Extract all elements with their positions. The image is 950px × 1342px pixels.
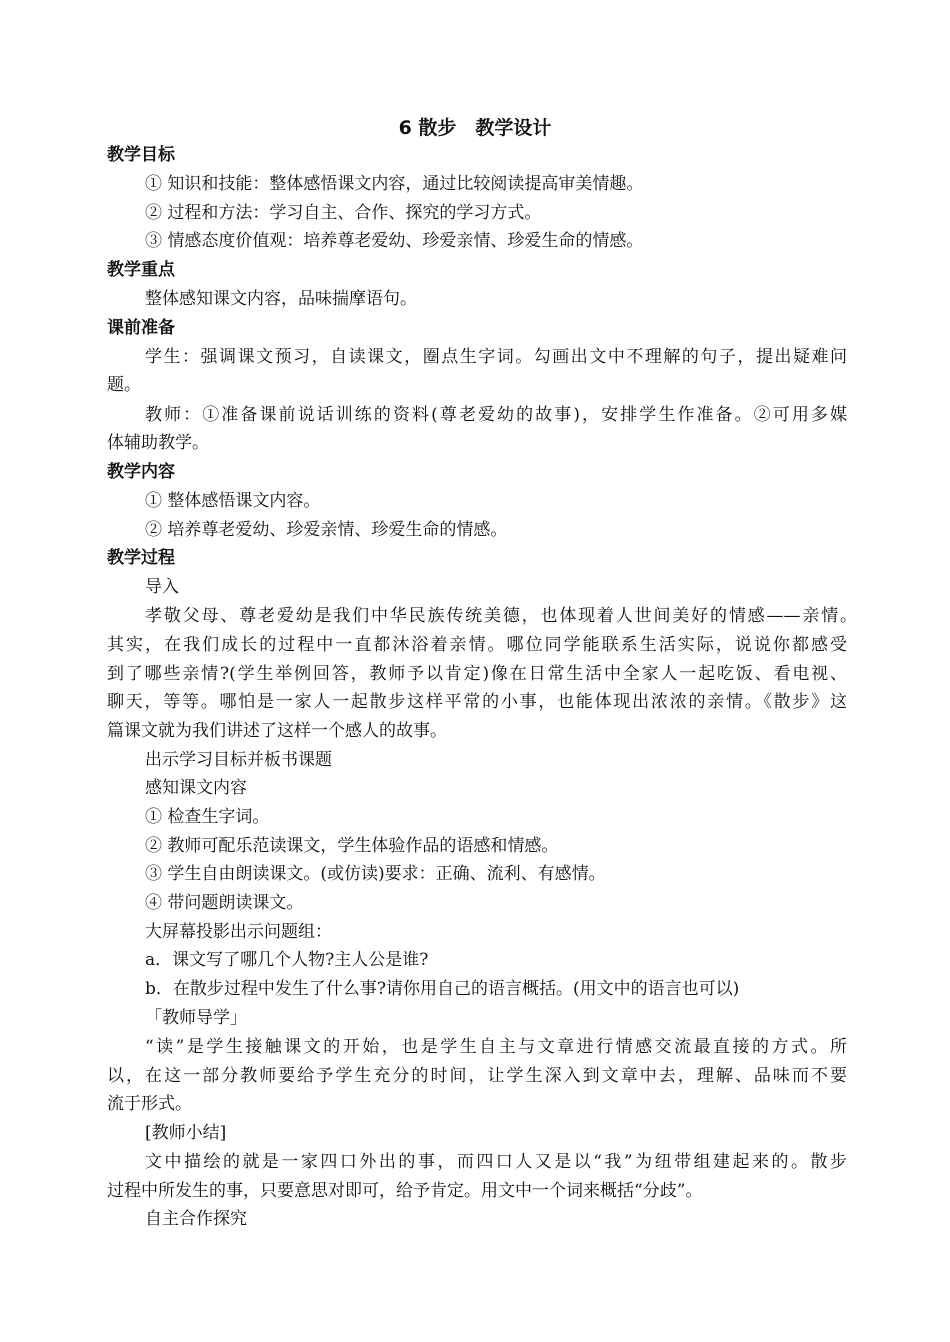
- perceive-item: ② 教师可配乐范读课文，学生体验作品的语感和情感。: [145, 836, 559, 856]
- heading-objectives: 教学目标: [107, 145, 175, 165]
- heading-content: 教学内容: [107, 462, 175, 482]
- guide-paragraph-line: 流于形式。: [107, 1094, 192, 1114]
- document-title: 6 散步 教学设计: [398, 117, 552, 139]
- heading-process: 教学过程: [107, 548, 175, 568]
- objective-item: ③ 情感态度价值观：培养尊老爱幼、珍爱亲情、珍爱生命的情感。: [145, 231, 644, 251]
- question-item: b．在散步过程中发生了什么事?请你用自己的语言概括。(用文中的语言也可以): [145, 979, 740, 999]
- preparation-student-line: 学生：强调课文预习，自读课文，圈点生字词。勾画出文中不理解的句子，提出疑难问: [145, 347, 847, 367]
- content-item: ① 整体感悟课文内容。: [145, 491, 321, 511]
- heading-preparation: 课前准备: [107, 318, 175, 338]
- guide-label: 「教师导学」: [145, 1008, 247, 1028]
- key-points-text: 整体感知课文内容，品味揣摩语句。: [145, 289, 417, 309]
- intro-paragraph-line: 篇课文就为我们讲述了这样一个感人的故事。: [107, 721, 447, 741]
- intro-paragraph-line: 到了哪些亲情?(学生举例回答，教师予以肯定)像在日常生活中全家人一起吃饭、看电视、: [107, 664, 847, 684]
- perceive-item: ① 检查生字词。: [145, 807, 270, 827]
- intro-paragraph-line: 聊天，等等。哪怕是一家人一起散步这样平常的小事，也能体现出浓浓的亲情。《散步》这: [107, 692, 847, 712]
- intro-paragraph-line: 孝敬父母、尊老爱幼是我们中华民族传统美德，也体现着人世间美好的情感——亲情。: [145, 606, 857, 626]
- screen-label: 大屏幕投影出示问题组：: [145, 922, 332, 942]
- intro-paragraph-line: 其实，在我们成长的过程中一直都沐浴着亲情。哪位同学能联系生活实际，说说你都感受: [107, 635, 847, 655]
- objective-item: ② 过程和方法：学习自主、合作、探究的学习方式。: [145, 203, 542, 223]
- heading-key-points: 教学重点: [107, 260, 175, 280]
- summary-paragraph-line: 过程中所发生的事，只要意思对即可，给予肯定。用文中一个词来概括“分歧”。: [107, 1181, 703, 1201]
- guide-paragraph-line: 以，在这一部分教师要给予学生充分的时间，让学生深入到文章中去，理解、品味而不要: [107, 1066, 847, 1086]
- show-goals-text: 出示学习目标并板书课题: [145, 750, 332, 770]
- preparation-teacher-line: 教师：①准备课前说话训练的资料(尊老爱幼的故事)，安排学生作准备。②可用多媒: [145, 405, 847, 425]
- preparation-teacher-line: 体辅助教学。: [107, 433, 209, 453]
- content-item: ② 培养尊老爱幼、珍爱亲情、珍爱生命的情感。: [145, 520, 508, 540]
- summary-label: [教师小结]: [145, 1123, 227, 1143]
- perceive-item: ④ 带问题朗读课文。: [145, 893, 304, 913]
- perceive-item: ③ 学生自由朗读课文。(或仿读)要求：正确、流利、有感情。: [145, 864, 606, 884]
- preparation-student-line: 题。: [107, 375, 141, 395]
- perceive-label: 感知课文内容: [145, 778, 247, 798]
- question-item: a．课文写了哪几个人物?主人公是谁?: [145, 950, 429, 970]
- intro-label: 导入: [145, 577, 179, 597]
- guide-paragraph-line: “读”是学生接触课文的开始，也是学生自主与文章进行情感交流最直接的方式。所: [145, 1037, 847, 1057]
- objective-item: ① 知识和技能：整体感悟课文内容，通过比较阅读提高审美情趣。: [145, 174, 644, 194]
- summary-paragraph-line: 文中描绘的就是一家四口外出的事，而四口人又是以“我”为纽带组建起来的。散步: [145, 1152, 847, 1172]
- cooperate-label: 自主合作探究: [145, 1209, 247, 1229]
